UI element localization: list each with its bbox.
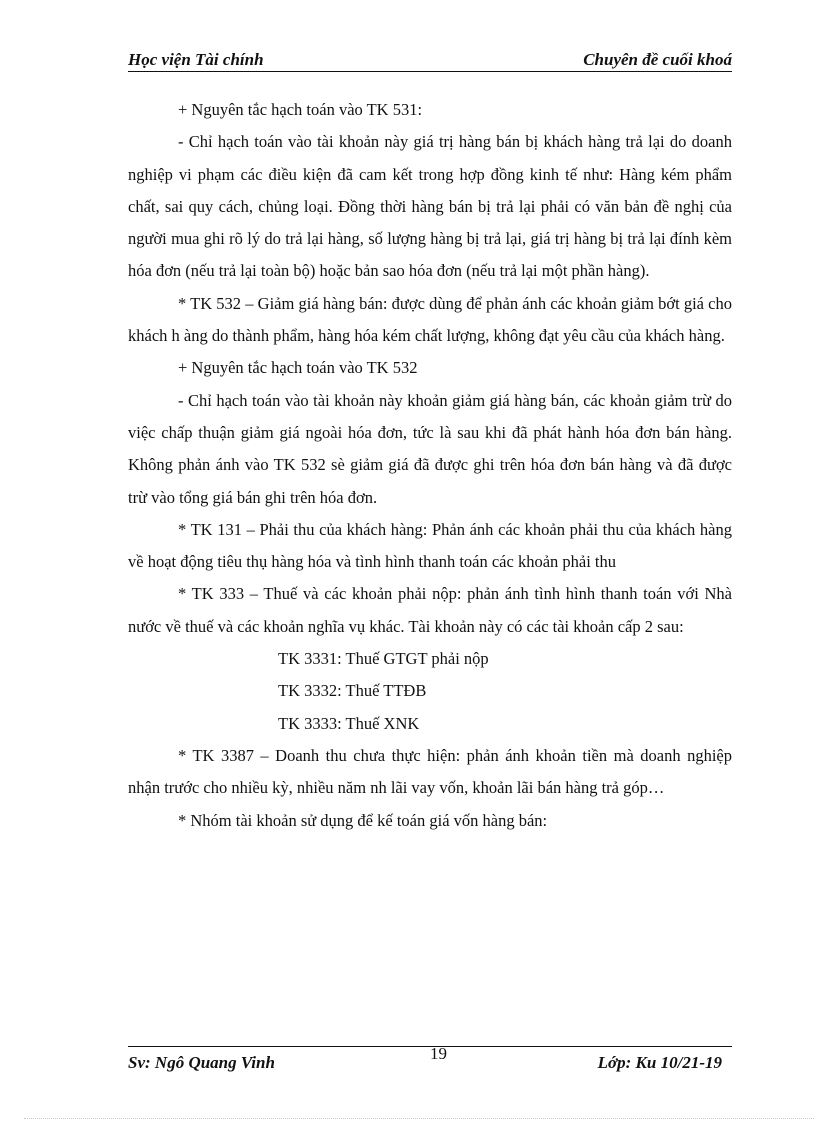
footer-student: Sv: Ngô Quang Vinh — [128, 1053, 275, 1072]
page-edge-divider — [24, 1118, 814, 1119]
paragraph: + Nguyên tắc hạch toán vào TK 531: — [178, 100, 423, 119]
paragraph: + Nguyên tắc hạch toán vào TK 532 — [178, 358, 418, 378]
header-institution: Học viện Tài chính — [128, 50, 264, 69]
page-footer — [128, 1044, 732, 1077]
page-number: 19 — [430, 1044, 447, 1063]
footer-class: Lớp: Ku 10/21-19 — [597, 1053, 722, 1072]
paragraph: * TK 532 – Giảm giá hàng bán: được dùng để phản ánh các khoản giảm bớt giá cho khách h àng do thành phẩm, hàng hóa kém chất lượng, không đạt yêu cầu của khách hàng. — [128, 293, 732, 346]
paragraph: - Chỉ hạch toán vào tài khoản này khoản giảm giá hàng bán, các khoản giảm trừ do việc chấp thuận giảm giá ngoài hóa đơn, tức là sau khi đã phát hành hóa đơn bán hàng. Không phản ánh vào TK 532 sè giảm giá đã được ghi trên hóa đơn bán hàng và đã được trừ vào tổng giá bán ghi trên hóa đơn. — [128, 390, 732, 507]
sub-account-item: TK 3333: Thuế XNK — [278, 713, 420, 733]
paragraph: * TK 131 – Phải thu của khách hàng: Phản ánh các khoản phải thu của khách hàng về hoạt động tiêu thụ hàng hóa và tình hình thanh toán các khoản phải thu — [128, 519, 732, 572]
sub-account-item: TK 3331: Thuế GTGT phải nộp — [278, 649, 489, 669]
header-title: Chuyên đề cuối khoá — [583, 50, 732, 69]
page-body — [128, 94, 732, 837]
paragraph: * TK 3387 – Doanh thu chưa thực hiện: phản ánh khoản tiền mà doanh nghiệp nhận trước cho nhiều kỳ, nhiều năm nh lãi vay vốn, khoản lãi bán hàng trả góp… — [128, 745, 732, 798]
header-rule — [128, 71, 732, 72]
paragraph: - Chỉ hạch toán vào tài khoản này giá trị hàng bán bị khách hàng trả lại do doanh nghiệp vi phạm các điều kiện đã cam kết trong hợp đồng kinh tế như: Hàng kém phẩm chất, sai quy cách, chủng loại. Đồng thời hàng bán bị trả lại phải có văn bản đề nghị của người mua ghi rõ lý do trả lại hàng, số lượng hàng bị trả lại, giá trị hàng bị trả lại đính kèm hóa đơn (nếu trả lại toàn bộ) hoặc bản sao hóa đơn (nếu trả lại một phần hàng). — [128, 132, 732, 281]
paragraph: * TK 333 – Thuế và các khoản phải nộp: phản ánh tình hình thanh toán với Nhà nước về thuế và các khoản nghĩa vụ khác. Tài khoản này có các tài khoản cấp 2 sau: — [128, 584, 732, 636]
paragraph: * Nhóm tài khoản sử dụng để kế toán giá vốn hàng bán: — [178, 810, 548, 830]
sub-account-item: TK 3332: Thuế TTĐB — [278, 681, 427, 701]
